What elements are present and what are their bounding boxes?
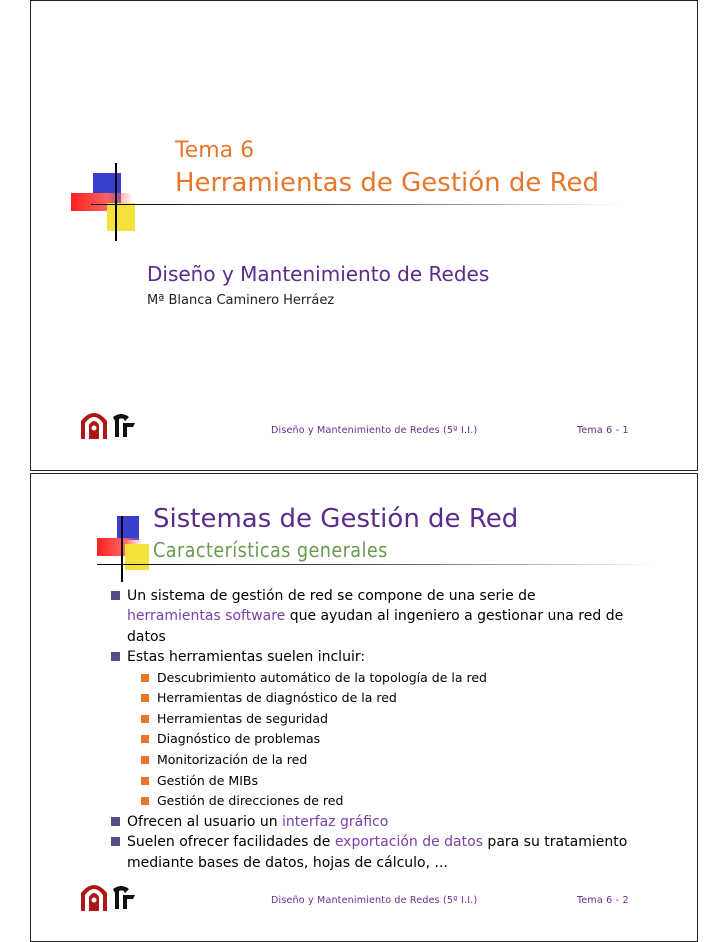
bullet-item: Estas herramientas suelen incluir: — [111, 647, 631, 667]
sub-bullet-item: Gestión de MIBs — [111, 771, 631, 792]
monogram-icon — [113, 414, 135, 437]
bullet-item: Ofrecen al usuario un interfaz gráfico — [111, 812, 631, 832]
sub-bullet-item: Diagnóstico de problemas — [111, 729, 631, 750]
footer-page: Tema 6 - 2 — [577, 895, 629, 906]
sub-bullet-item: Herramientas de seguridad — [111, 709, 631, 730]
footer-course: Diseño y Mantenimiento de Redes (5º I.I.) — [271, 895, 478, 906]
bullet-item: Un sistema de gestión de red se compone de una serie de herramientas software que ayudan al ingeniero a gestionar una red de datos — [111, 586, 631, 647]
slide-subtitle: Características generales — [153, 538, 388, 562]
slide-1 — [30, 0, 698, 471]
arch-emblem-icon — [81, 885, 107, 911]
university-logo-icon — [79, 407, 141, 441]
bullet-item: Suelen ofrecer facilidades de exportación de datos para su tratamiento mediante bases de datos, hojas de cálculo, ... — [111, 832, 631, 873]
slide-title: Sistemas de Gestión de Red — [153, 504, 519, 534]
highlight-text: herramientas software — [127, 608, 286, 625]
bullet-list — [111, 586, 631, 873]
course-name: Diseño y Mantenimiento de Redes — [147, 262, 490, 286]
slide-title: Herramientas de Gestión de Red — [175, 168, 600, 198]
footer-course: Diseño y Mantenimiento de Redes (5º I.I.) — [271, 425, 478, 436]
sub-bullet-item: Herramientas de diagnóstico de la red — [111, 688, 631, 709]
highlight-text: exportación de datos — [334, 834, 483, 851]
slide-2 — [30, 473, 698, 942]
sub-bullet-item: Monitorización de la red — [111, 750, 631, 771]
author-name: Mª Blanca Caminero Herráez — [147, 293, 335, 308]
highlight-text: interfaz gráfico — [282, 813, 389, 830]
monogram-icon — [113, 886, 135, 909]
topic-number: Tema 6 — [175, 138, 255, 163]
footer-page: Tema 6 - 1 — [577, 425, 629, 436]
sub-bullet-item: Gestión de direcciones de red — [111, 791, 631, 812]
sub-bullet-item: Descubrimiento automático de la topología de la red — [111, 668, 631, 689]
arch-emblem-icon — [81, 413, 107, 439]
university-logo-icon — [79, 879, 141, 913]
